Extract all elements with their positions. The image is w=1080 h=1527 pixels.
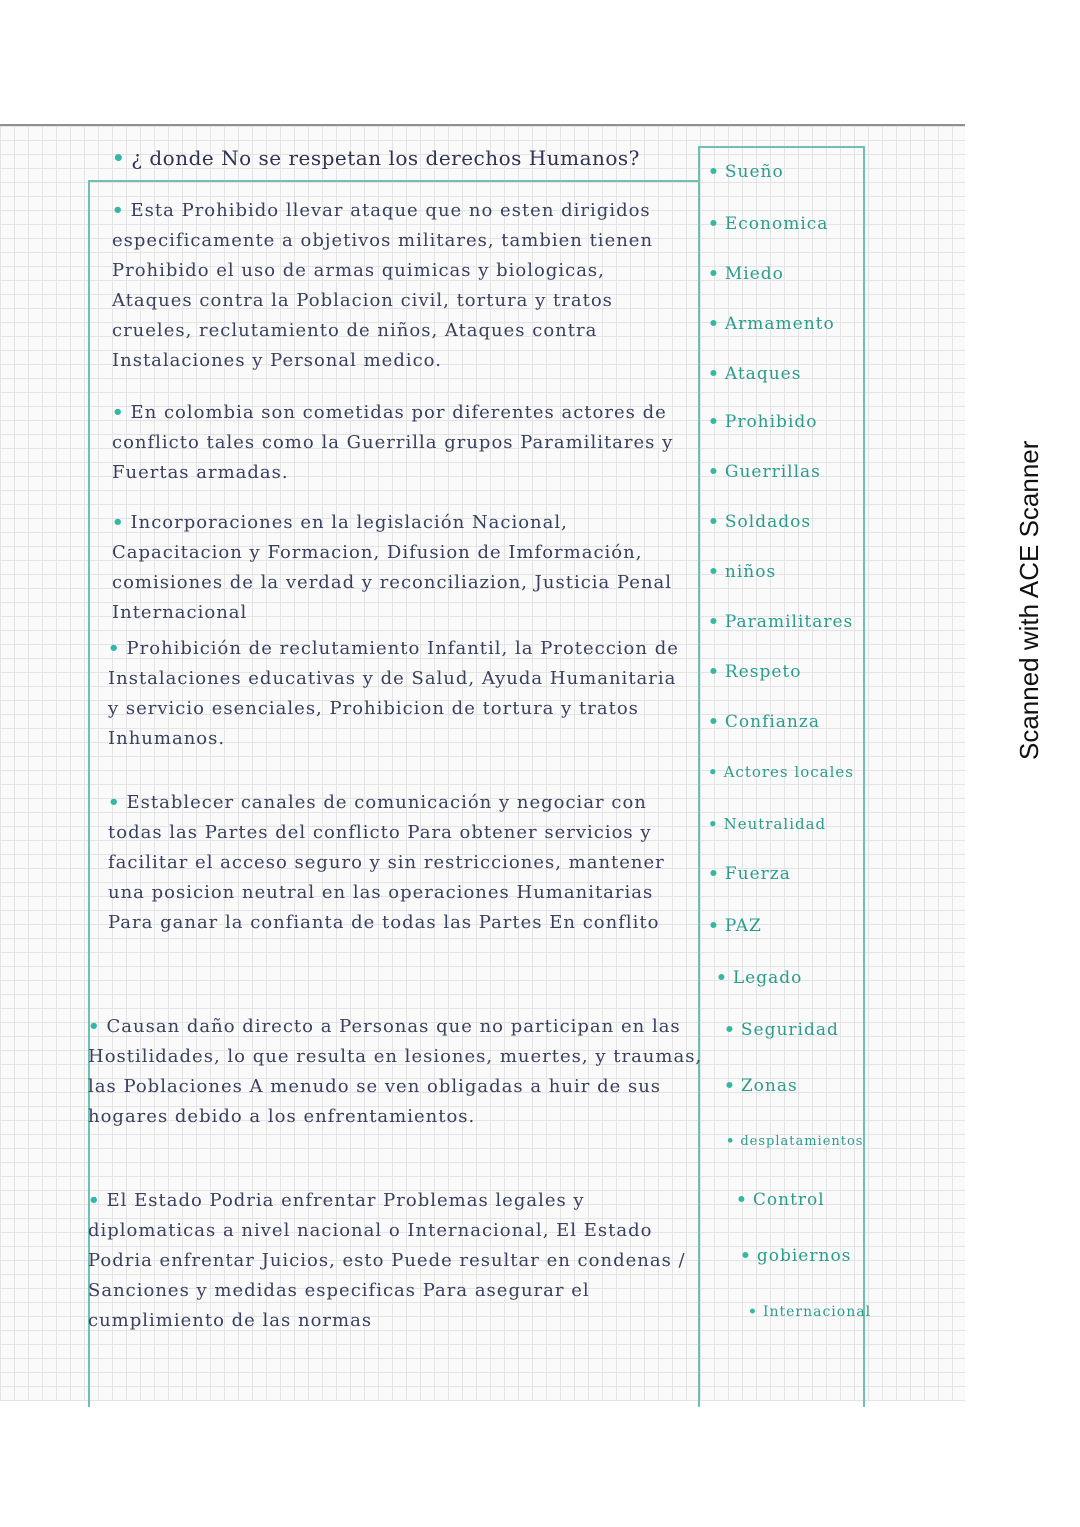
term-item	[708, 660, 858, 684]
term-item	[726, 1130, 876, 1154]
term-item	[736, 1188, 886, 1212]
bullet-icon: •	[708, 562, 720, 582]
term-text: Confianza	[724, 712, 820, 732]
term-item	[708, 410, 858, 434]
bullet-icon: •	[708, 162, 720, 182]
term-text: gobiernos	[756, 1246, 852, 1266]
bullet-icon: •	[736, 1190, 748, 1210]
note-text: Causan daño directo a Personas que no participan en las Hostilidades, lo que resulta en lesiones, muertes, y traumas, las Poblaciones A menudo se ven obligadas a huir de sus hogares debido a los enfrentamientos.	[88, 1016, 703, 1127]
bullet-icon: •	[724, 1020, 736, 1040]
note-prohibiciones	[112, 196, 692, 376]
bullet-icon: •	[708, 214, 720, 234]
term-text: Seguridad	[740, 1020, 839, 1040]
term-item	[708, 710, 858, 734]
bullet-icon: •	[708, 512, 720, 532]
bullet-icon: •	[748, 1304, 758, 1320]
term-item	[724, 1018, 874, 1042]
bullet-icon: •	[708, 712, 720, 732]
bullet-icon: •	[716, 968, 728, 988]
note-incorporaciones	[112, 508, 692, 628]
term-item	[708, 610, 858, 634]
term-item	[708, 262, 858, 286]
bullet-icon: •	[112, 512, 125, 533]
term-item	[708, 560, 858, 584]
term-text: Guerrillas	[724, 462, 821, 482]
note-text: El Estado Podria enfrentar Problemas legales y diplomaticas a nivel nacional o Internacional, El Estado Podria enfrentar Juicios, esto Puede resultar en condenas / Sanciones y medidas especificas Para asegurar el cumplimiento de las normas	[88, 1190, 686, 1331]
term-text: Actores locales	[723, 763, 854, 781]
term-item	[724, 1074, 874, 1098]
term-item	[708, 862, 858, 886]
note-text: Incorporaciones en la legislación Nacional, Capacitacion y Formacion, Difusion de Imformación, comisiones de la verdad y reconciliazion, Justicia Penal Internacional	[112, 512, 673, 623]
term-text: desplatamientos	[740, 1134, 864, 1149]
note-prohibicion-reclutamiento	[108, 634, 692, 754]
term-item	[708, 362, 858, 386]
note-estado-problemas	[88, 1186, 698, 1336]
term-text: PAZ	[724, 916, 762, 936]
term-item	[708, 510, 858, 534]
term-item	[708, 812, 858, 836]
bullet-icon: •	[726, 1134, 736, 1149]
bullet-icon: •	[88, 1016, 101, 1037]
bullet-icon: •	[708, 412, 720, 432]
term-text: Zonas	[740, 1076, 798, 1096]
term-text: Neutralidad	[723, 815, 827, 833]
term-item	[708, 312, 858, 336]
term-text: niños	[724, 562, 777, 582]
bullet-icon: •	[740, 1246, 752, 1266]
question-text: ¿ donde No se respetan los derechos Humanos?	[131, 146, 640, 170]
term-item	[716, 966, 866, 990]
term-text: Paramilitares	[724, 612, 854, 632]
term-text: Control	[752, 1190, 825, 1210]
term-item	[708, 212, 858, 236]
term-item	[748, 1300, 908, 1324]
note-text: Prohibición de reclutamiento Infantil, la Proteccion de Instalaciones educativas y de Salud, Ayuda Humanitaria y servicio esenciales, Prohibicion de tortura y tratos Inhumanos.	[108, 638, 679, 749]
term-text: Ataques	[724, 364, 802, 384]
note-text: En colombia son cometidas por diferentes actores de conflicto tales como la Guerrilla grupos Paramilitares y Fuertas armadas.	[112, 402, 674, 483]
term-text: Fuerza	[724, 864, 791, 884]
bullet-icon: •	[708, 916, 720, 936]
note-text: Establecer canales de comunicación y negociar con todas las Partes del conflicto Para obtener servicios y facilitar el acceso seguro y sin restricciones, mantener una posicion neutral en las operaciones Humanitarias Para ganar la confianta de todas las Partes En conflito	[108, 792, 665, 933]
watermark-text: Scanned with ACE Scanner	[1014, 440, 1044, 760]
term-text: Miedo	[724, 264, 784, 284]
bullet-icon: •	[88, 1190, 101, 1211]
term-text: Armamento	[724, 314, 835, 334]
bullet-icon: •	[708, 815, 719, 833]
term-text: Economica	[724, 214, 829, 234]
term-text: Soldados	[724, 512, 812, 532]
bullet-icon: •	[708, 264, 720, 284]
scanner-watermark	[1010, 400, 1050, 760]
bullet-icon: •	[708, 662, 720, 682]
bullet-icon: •	[708, 864, 720, 884]
bullet-icon: •	[708, 364, 720, 384]
term-item	[708, 460, 858, 484]
question-heading	[112, 146, 697, 170]
bullet-icon: •	[708, 462, 720, 482]
note-dano-directo	[88, 1012, 708, 1132]
term-text: Sueño	[724, 162, 784, 182]
bullet-icon: •	[108, 638, 121, 659]
term-item	[708, 760, 858, 784]
term-text: Legado	[732, 968, 803, 988]
term-item	[740, 1244, 890, 1268]
bullet-icon: •	[724, 1076, 736, 1096]
term-item	[708, 914, 858, 938]
term-item	[708, 160, 858, 184]
note-canales-comunicacion	[108, 788, 698, 938]
term-text: Respeto	[724, 662, 802, 682]
bullet-icon: •	[112, 200, 125, 221]
term-text: Internacional	[762, 1304, 872, 1320]
term-text: Prohibido	[724, 412, 818, 432]
note-colombia	[112, 398, 692, 488]
bullet-icon: •	[112, 146, 126, 170]
bullet-icon: •	[708, 314, 720, 334]
bullet-icon: •	[112, 402, 125, 423]
bullet-icon: •	[108, 792, 121, 813]
note-text: Esta Prohibido llevar ataque que no esten dirigidos especificamente a objetivos militares, tambien tienen Prohibido el uso de armas quimicas y biologicas, Ataques contra la Poblacion civil, tortura y tratos crueles, reclutamiento de niños, Ataques contra Instalaciones y Personal medico.	[112, 200, 654, 371]
bullet-icon: •	[708, 763, 719, 781]
bullet-icon: •	[708, 612, 720, 632]
